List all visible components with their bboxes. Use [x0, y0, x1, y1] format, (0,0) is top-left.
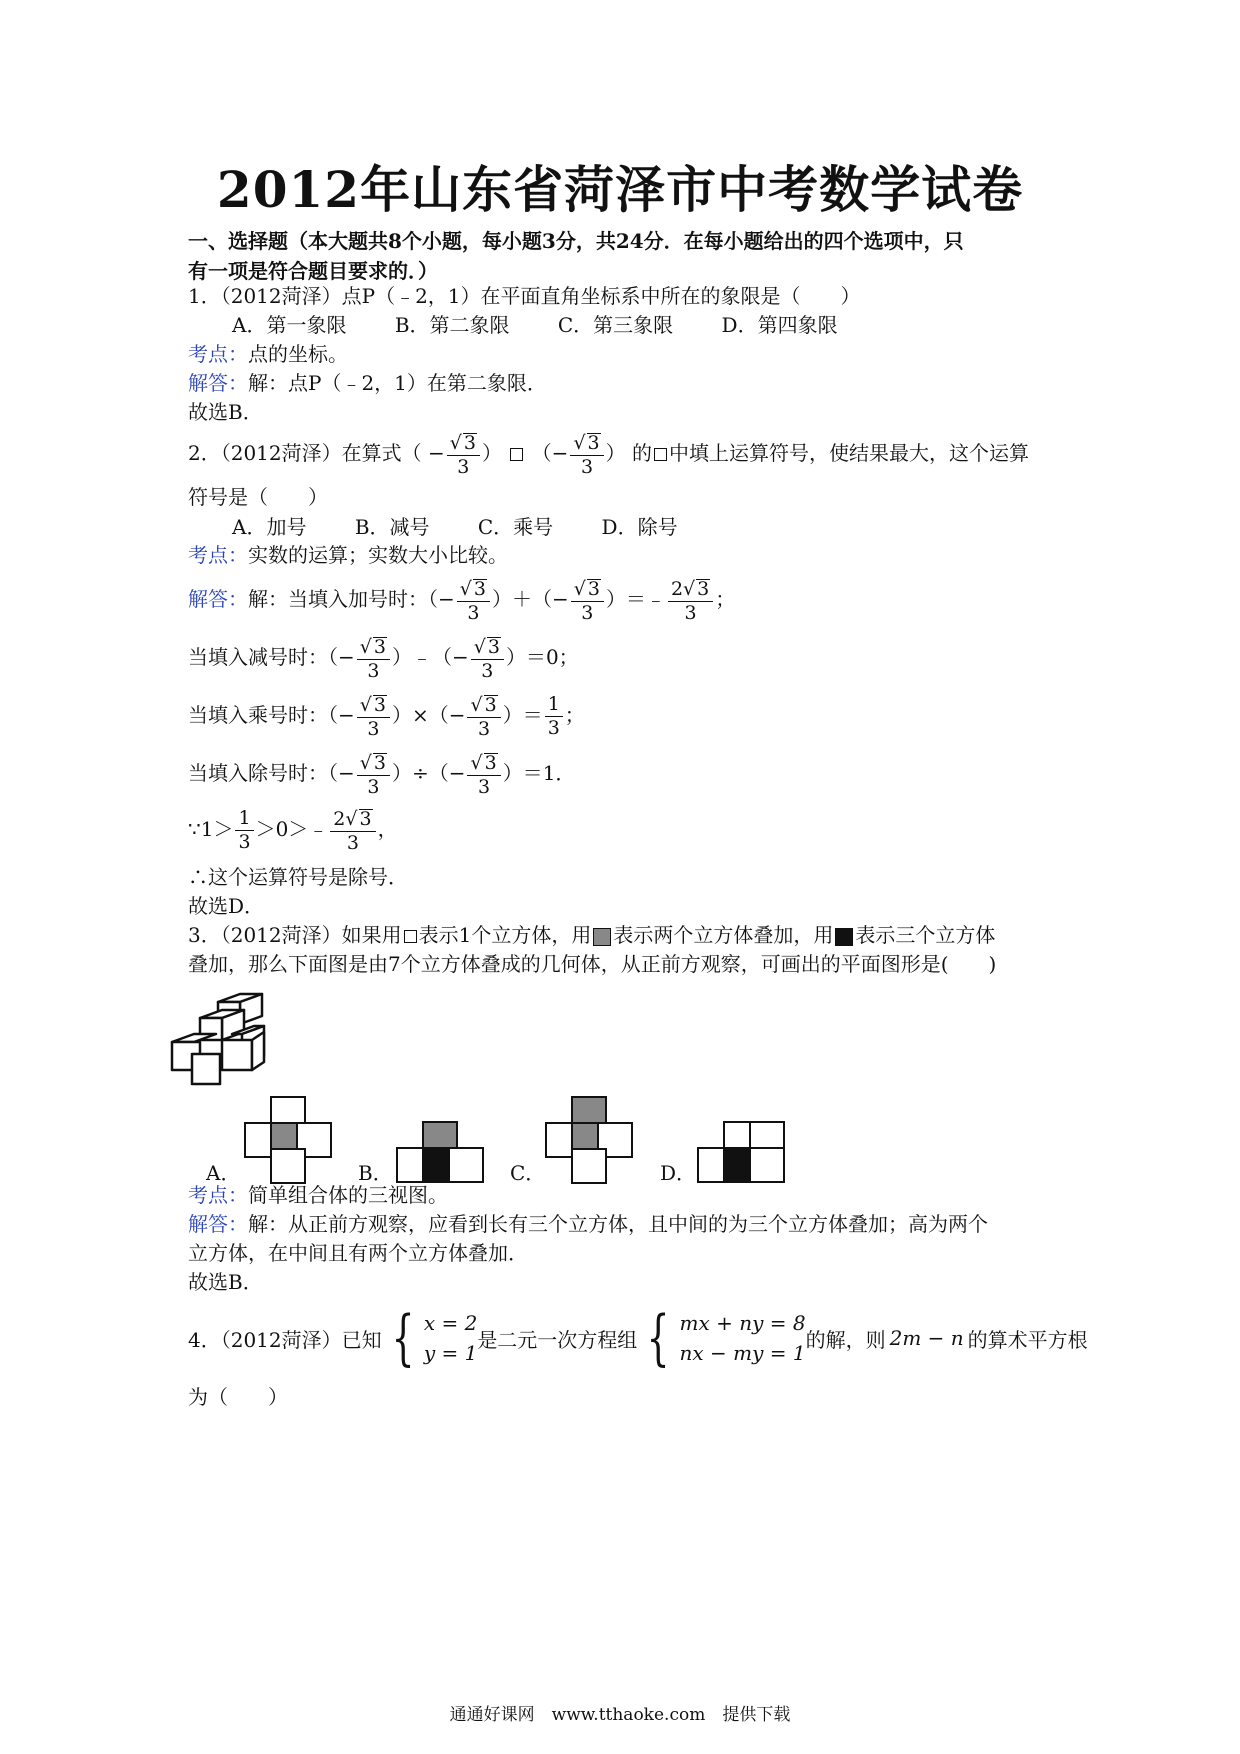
q2-conclusion: 故选D．: [188, 894, 265, 918]
section-heading-line1: 一、选择题（本大题共8个小题，每小题3分，共24分．在每小题给出的四个选项中，只: [188, 229, 964, 253]
two-cube-gray-square-icon: [593, 928, 611, 946]
q2-option-c: C．乘号: [477, 515, 554, 539]
q2-option-a: A．加号: [232, 515, 307, 539]
q1-stem: 1．（2012菏泽）点P（﹣2，1）在平面直角坐标系中所在的象限是（ ）: [188, 284, 861, 308]
q3-stem-line2: 叠加，那么下面图是由7个立方体叠成的几何体，从正前方观察，可画出的平面图形是( ): [188, 952, 997, 976]
q3-option-c-label: C．: [510, 1161, 546, 1185]
jieda-label: 解答：: [188, 371, 248, 395]
stacked-cubes-figure: [170, 992, 280, 1092]
q3-jieda-line2: 立方体，在中间且有两个立方体叠加．: [188, 1241, 528, 1265]
q3-option-d-figure: [697, 1121, 775, 1175]
q2-option-d: D．除号: [601, 515, 678, 539]
q2-jieda-div: 当填入除号时：（− $\frac{√ 3}{3}$ ）÷（− $\frac{√ 3}{3}$ ）＝1．: [188, 751, 576, 798]
blank-square-icon: [510, 448, 523, 461]
q4-solution-system: x = 2 y = 1: [423, 1311, 478, 1365]
q3-jieda: 解答：解：从正前方观察，应看到长有三个立方体，且中间的为三个立方体叠加；高为两个: [188, 1212, 988, 1236]
q4-equation-system: mx + ny = 8 nx − my = 1: [679, 1311, 806, 1365]
blank-square-icon: [654, 448, 667, 461]
q1-options: [232, 310, 1112, 340]
q3-stem: 3．（2012菏泽）如果用 表示1个立方体，用 表示两个立方体叠加，用 表示三个立方体: [188, 923, 996, 947]
q2-jieda-mul: 当填入乘号时：（− $\frac{√ 3}{3}$ ）×（− $\frac{√ 3}{3}$ ）＝ $\frac{1}{3}$ ；: [188, 693, 585, 740]
single-cube-square-icon: [404, 930, 417, 943]
q1-jieda: 解答：解：点P（﹣2，1）在第二象限．: [188, 371, 547, 395]
q3-option-b-figure: [396, 1121, 474, 1175]
q2-comparison: ∵1＞ $\frac{1}{3}$ ＞0＞﹣ $\frac{2√ 3}{3}$ ，: [188, 807, 398, 854]
page-title: 2012年山东省菏泽市中考数学试卷: [216, 160, 1024, 219]
q1-conclusion: 故选B．: [188, 400, 263, 424]
q3-option-a-figure: [244, 1096, 322, 1176]
q2-therefore: ∴这个运算符号是除号．: [188, 865, 408, 889]
q1-option-d: D．第四象限: [721, 313, 838, 337]
q3-option-d-label: D．: [660, 1161, 697, 1185]
section-heading-line2: 有一项是符合题目要求的．）: [188, 259, 438, 283]
q2-options: [232, 512, 1112, 542]
q3-option-a-label: A．: [206, 1161, 241, 1185]
q3-option-b-label: B．: [358, 1161, 393, 1185]
frac-neg-sqrt3-over-3: $\frac{√ 3}{3}$: [447, 433, 480, 477]
page-footer: 通通好课网 www.tthaoke.com 提供下载: [449, 1705, 791, 1725]
q1-kaodian: 考点：点的坐标。: [188, 342, 348, 366]
q1-option-c: C．第三象限: [557, 313, 674, 337]
q2-option-b: B．减号: [354, 515, 430, 539]
q2-stem: 2．（2012菏泽）在算式（ − $\frac{√ 3}{3}$ ） （− $\frac{√ 3}{3}$ ） 的 中填上运算符号，使结果最大，这个运算: [188, 431, 1029, 478]
three-cube-black-square-icon: [835, 928, 853, 946]
q2-jieda-add: 解答：解：当填入加号时：（− $\frac{√ 3}{3}$ ）＋（− $\frac{√ 3}{3}$ ）＝﹣ $\frac{2√ 3}{3}$ ；: [188, 577, 736, 624]
left-brace-icon: {: [646, 1303, 670, 1373]
q3-option-c-figure: [545, 1096, 623, 1176]
q3-kaodian: 考点：简单组合体的三视图。: [188, 1183, 448, 1207]
q4-stem-line2: 为（ ）: [188, 1385, 288, 1409]
q2-stem-line2: 符号是（ ）: [188, 485, 328, 509]
left-brace-icon: {: [391, 1303, 415, 1373]
kaodian-label: 考点：: [188, 342, 248, 366]
q4-stem: 4．（2012菏泽）已知 { x = 2 y = 1 是二元一次方程组 { mx + ny = 8 nx − my = 1 的解，则 2m − n 的算术平方根: [188, 1303, 1088, 1373]
q2-kaodian: 考点：实数的运算；实数大小比较。: [188, 543, 508, 567]
q1-option-b: B．第二象限: [394, 313, 510, 337]
q1-option-a: A．第一象限: [232, 313, 347, 337]
q2-jieda-sub: 当填入减号时：（− $\frac{√ 3}{3}$ ）﹣（− $\frac{√ 3}{3}$ ）＝0；: [188, 635, 579, 682]
q3-conclusion: 故选B．: [188, 1270, 263, 1294]
